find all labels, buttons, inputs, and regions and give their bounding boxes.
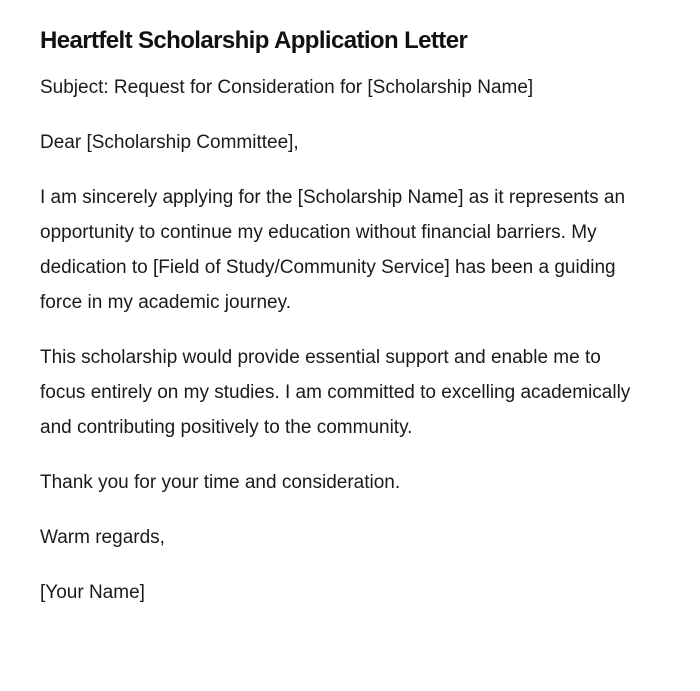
letter-closing: Warm regards,: [40, 527, 165, 548]
letter-body-paragraph-3: Thank you for your time and consideration.: [40, 472, 401, 493]
letter-body-paragraph-2: This scholarship would provide essential support and enable me to focus entirely on my studies. I am committed to excelling academically and contributing positively to the community.: [40, 347, 631, 438]
letter-document: [40, 24, 640, 610]
letter-salutation: Dear [Scholarship Committee],: [40, 132, 299, 153]
letter-signature: [Your Name]: [40, 582, 145, 603]
letter-subject: Subject: Request for Consideration for [Scholarship Name]: [40, 77, 534, 98]
letter-title: Heartfelt Scholarship Application Letter: [40, 27, 468, 54]
letter-body-paragraph-1: I am sincerely applying for the [Scholarship Name] as it represents an opportunity to continue my education without financial barriers. My dedication to [Field of Study/Community Service] has been a guiding force in my academic journey.: [40, 187, 626, 313]
